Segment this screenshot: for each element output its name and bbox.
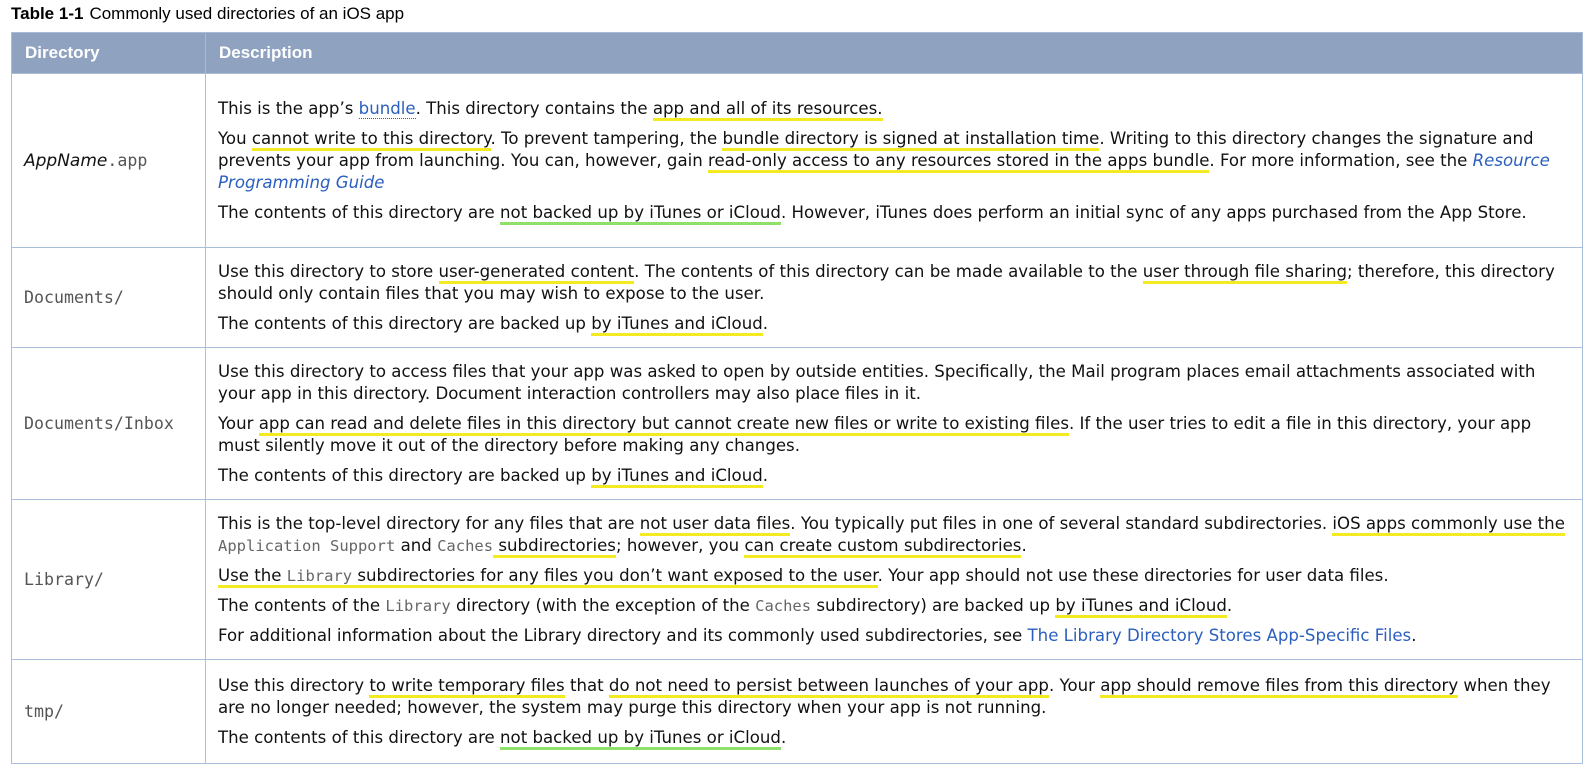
highlight: not backed up by iTunes or iCloud [500,728,781,750]
description-paragraph: Use the Library subdirectories for any files you don’t want exposed to the user. Your app should not use these directories for user data files. [218,565,1572,587]
highlight: not user data files [640,514,791,536]
description-paragraph: Use this directory to write temporary files that do not need to persist between launches of your app. Your app should remove files from this directory when they are no longer needed; however, the system may purge this directory when your app is not running. [218,675,1551,717]
table-caption [11,4,404,24]
description-paragraph: The contents of this directory are backed up by iTunes and iCloud. [218,465,1572,487]
directory-name: AppName [24,150,108,171]
highlight: subdirectories [493,536,616,558]
highlight: app should remove files from this directory [1100,676,1458,698]
description-cell [206,660,1583,764]
description-paragraph: Use this directory to store user-generated content. The contents of this directory can be made available to the user through file sharing; therefore, this directory should only contain files that you may wish to expose to the user. [218,261,1555,303]
highlight: read-only access to any resources stored in the apps bundle [708,151,1209,173]
highlight: do not need to persist between launches of your app [609,676,1049,698]
description-cell [206,500,1583,660]
description-paragraph: Use this directory to access files that your app was asked to open by outside entities. Specifically, the Mail program places email attachments associated with your app in this directory. Document interaction controllers may also place files in it. [218,361,1536,403]
table-row [12,348,1583,500]
table-row [12,500,1583,660]
code-term: Application Support [218,536,396,555]
bundle-link[interactable]: bundle [358,98,416,118]
description-paragraph: The contents of this directory are not backed up by iTunes or iCloud. However, iTunes does perform an initial sync of any apps purchased from the App Store. [218,202,1572,224]
highlight: to write temporary files [369,676,564,698]
table-row [12,660,1583,764]
directories-table [11,32,1583,764]
description-paragraph: This is the app’s bundle. This directory contains the app and all of its resources. [218,98,1572,120]
directory-cell [12,74,206,248]
highlight: app and all of its resources. [653,99,883,121]
description-paragraph: The contents of this directory are not backed up by iTunes or iCloud. [218,727,1572,749]
description-paragraph: This is the top-level directory for any files that are not user data files. You typically put files in one of several standard subdirectories. iOS apps commonly use the Application Support and Caches subdirectories; however, you can create custom subdirectories. [218,513,1572,557]
highlight: by iTunes and iCloud [591,314,763,336]
code-term: Caches [437,536,494,555]
resource-programming-guide-link[interactable]: Resource Programming Guide [218,150,1550,192]
highlight: Use the Library subdirectories for any files you don’t want exposed to the user [218,566,878,588]
highlight: app can read and delete files in this directory but cannot create new files or write to existing files [259,414,1069,436]
table-row [12,74,1583,248]
description-paragraph: For additional information about the Library directory and its commonly used subdirectories, see The Library Directory Stores App-Specific Files. [218,625,1417,645]
directory-extension: .app [107,150,148,170]
description-paragraph: Your app can read and delete files in this directory but cannot create new files or write to existing files. If the user tries to edit a file in this directory, your app must silently move it out of the directory before making any changes. [218,413,1532,455]
highlight: iOS apps commonly use the [1332,514,1565,536]
header-directory: Directory [12,33,206,74]
directory-cell: tmp/ [12,660,206,764]
code-term: Library [385,596,451,615]
directory-cell: Documents/Inbox [12,348,206,500]
table-caption-label: Table 1-1 [11,4,84,23]
description-cell [206,74,1583,248]
highlight: user through file sharing [1143,262,1347,284]
description-cell [206,248,1583,348]
highlight: bundle directory is signed at installation time [722,129,1099,151]
table-row [12,248,1583,348]
description-paragraph: The contents of this directory are backed up by iTunes and iCloud. [218,313,1572,335]
directory-cell: Documents/ [12,248,206,348]
highlight: by iTunes and iCloud [591,466,763,488]
directory-cell: Library/ [12,500,206,660]
header-description: Description [206,33,1583,74]
description-cell [206,348,1583,500]
highlight: not backed up by iTunes or iCloud [500,203,781,225]
description-paragraph: The contents of the Library directory (with the exception of the Caches subdirectory) are backed up by iTunes and iCloud. [218,595,1572,617]
highlight: user-generated content [439,262,635,284]
description-paragraph: You cannot write to this directory. To prevent tampering, the bundle directory is signed at installation time. Writing to this directory changes the signature and prevents your app from launching. You can, however, gain read-only access to any resources stored in the apps bundle. For more information, see the Resource Programming Guide [218,128,1550,192]
code-term: Library [286,566,353,585]
highlight: by iTunes and iCloud [1055,596,1227,618]
code-term: Caches [755,596,812,615]
table-header-row [12,33,1583,74]
highlight: can create custom subdirectories [744,536,1021,558]
table-caption-title: Commonly used directories of an iOS app [89,4,405,23]
highlight: cannot write to this directory [252,129,491,151]
library-directory-link[interactable]: The Library Directory Stores App-Specific Files [1027,625,1412,645]
